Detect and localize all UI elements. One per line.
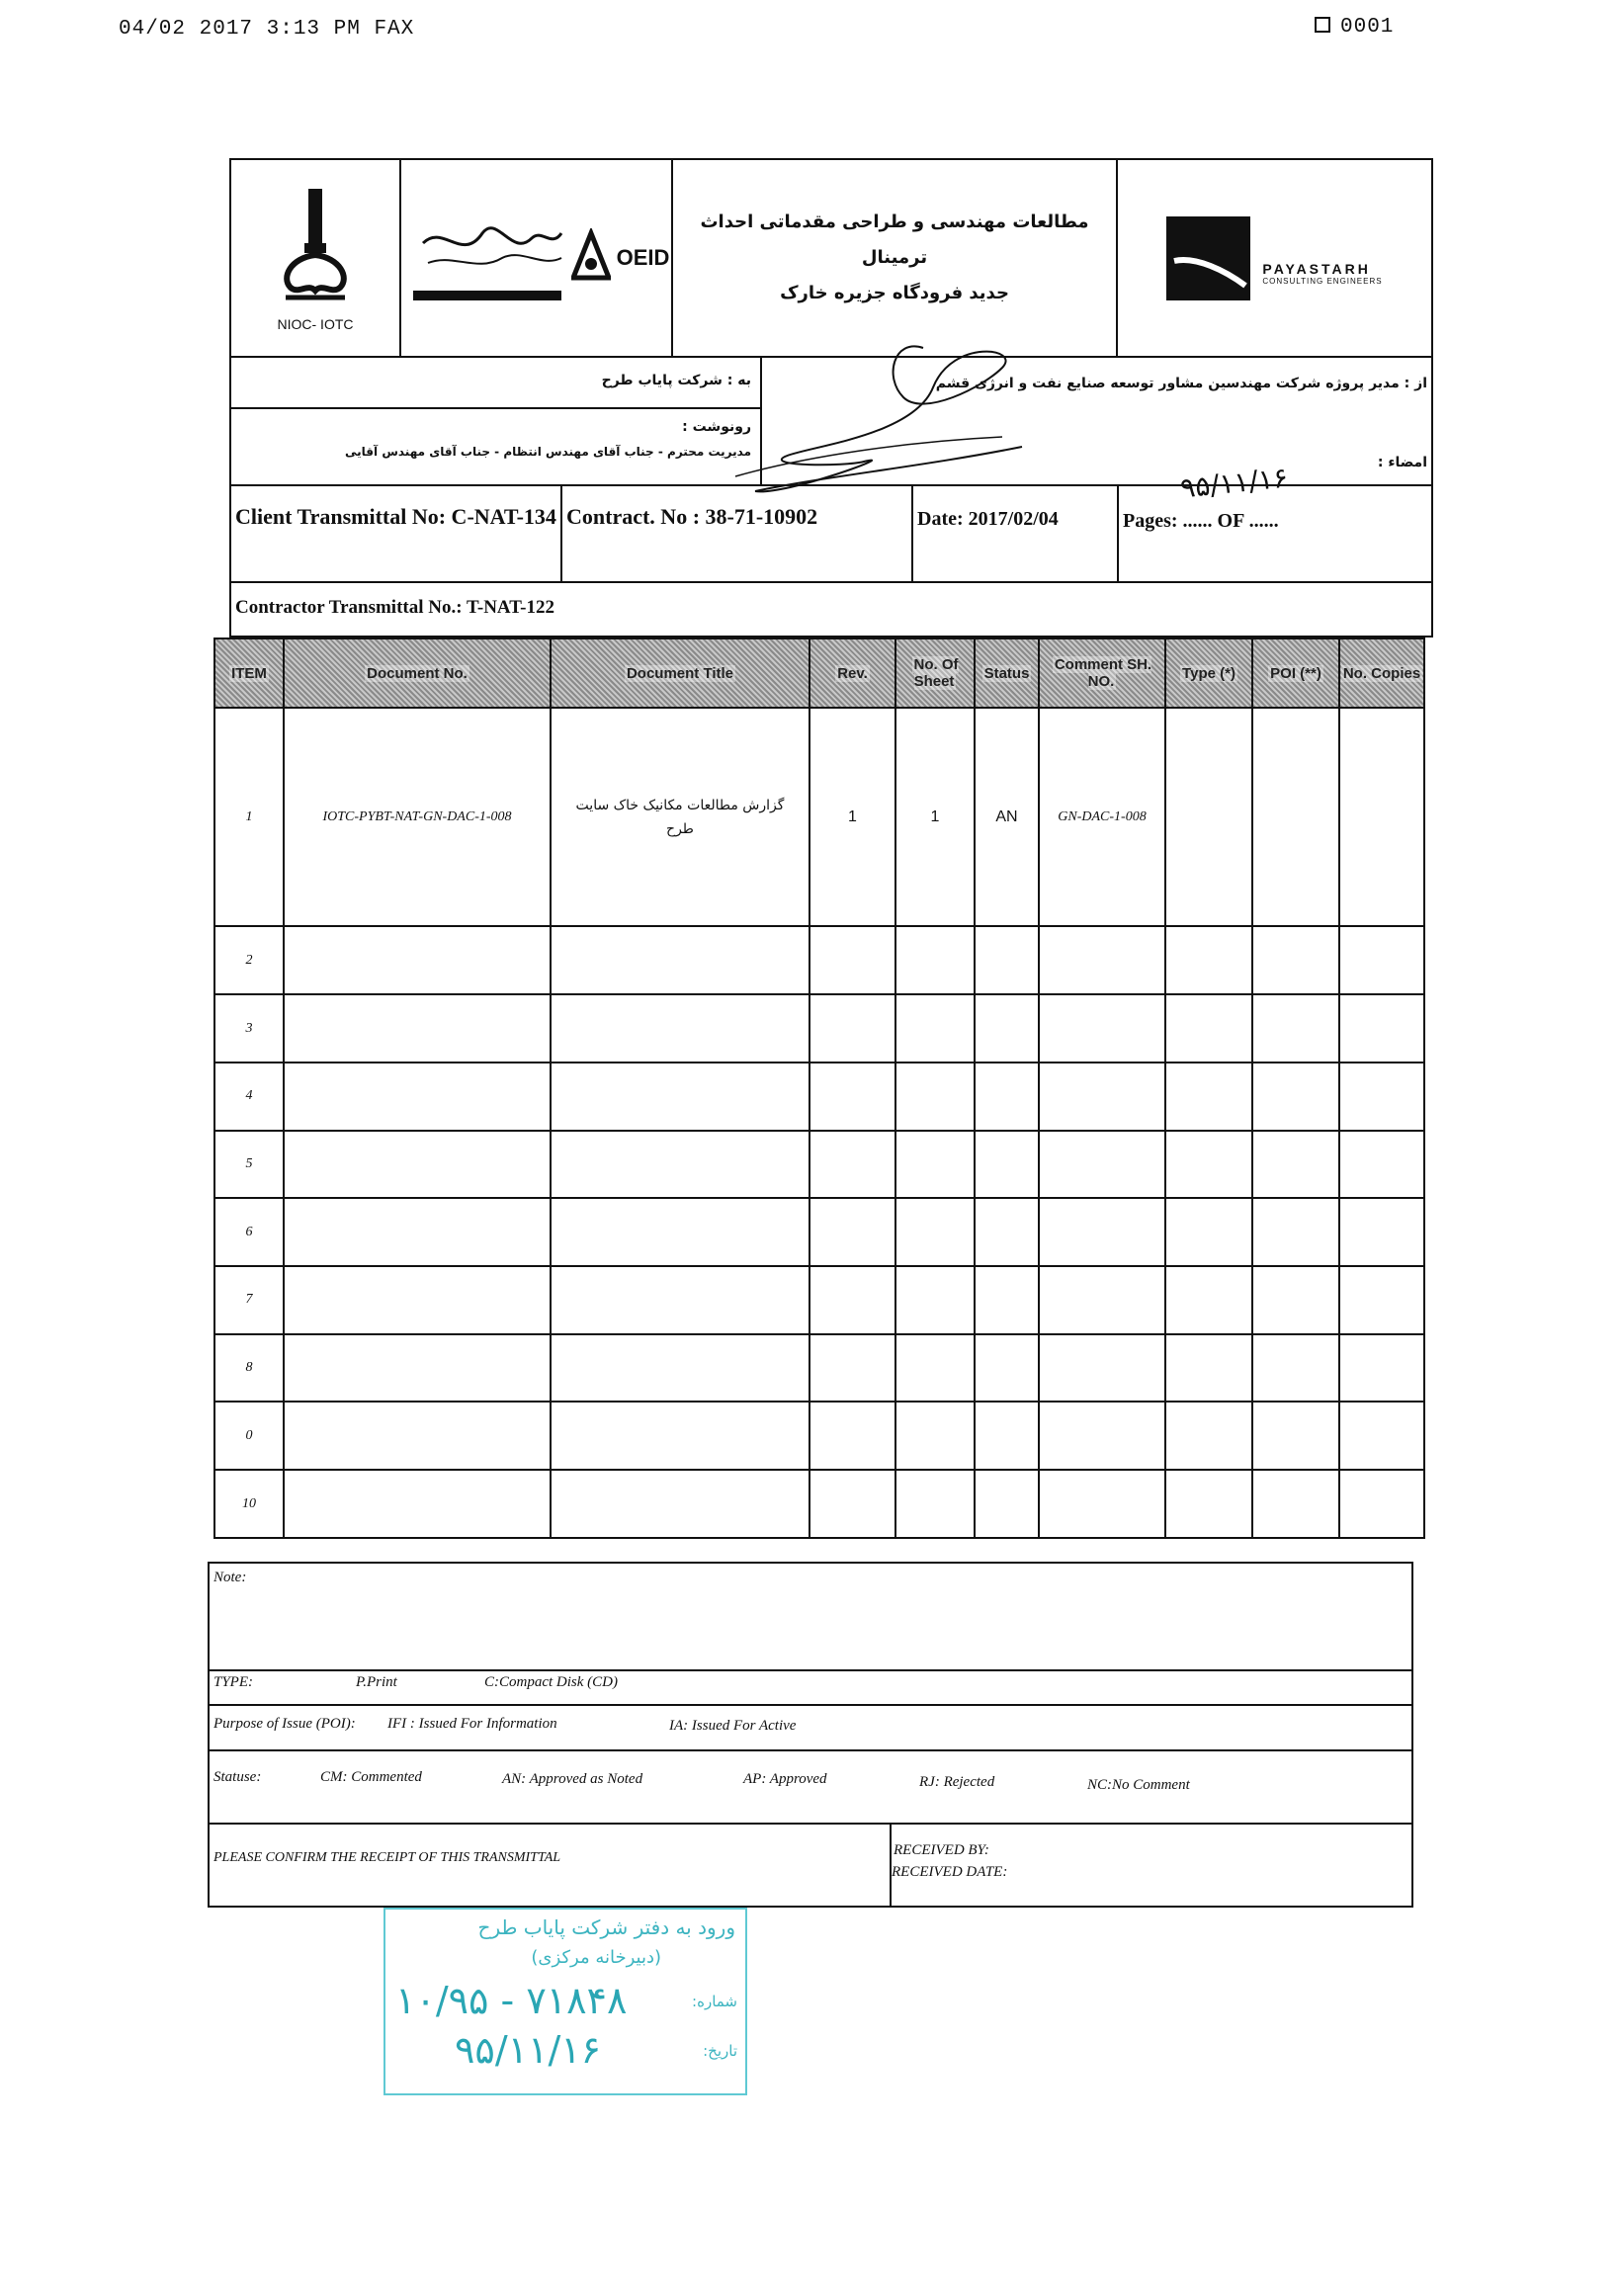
cell-status — [975, 1198, 1039, 1266]
cell-type — [1165, 926, 1252, 994]
cell-poi — [1252, 1334, 1339, 1403]
cell-status — [975, 1470, 1039, 1538]
cell-status — [975, 926, 1039, 994]
cell-document-title — [551, 1334, 810, 1403]
project-title-line1: مطالعات مهندسی و طراحی مقدماتی احداث ترمینال — [700, 212, 1089, 268]
cell-comment-sh — [1039, 926, 1165, 994]
col-no-copies: No. Copies — [1339, 638, 1424, 708]
cell-type — [1165, 994, 1252, 1063]
oeid-triangle-icon — [571, 228, 611, 288]
niog-label: NIOC- IOTC — [277, 316, 354, 332]
project-title-cell — [673, 160, 1118, 356]
status-ap: AP: Approved — [743, 1771, 827, 1787]
poi-label: Purpose of Issue (POI): — [213, 1716, 356, 1732]
payastarh-logo-icon — [1166, 216, 1250, 300]
type-cd: C:Compact Disk (CD) — [484, 1674, 618, 1690]
fax-page-counter — [1315, 16, 1394, 39]
cell-item: 3 — [214, 994, 284, 1063]
cell-sheets — [895, 1063, 975, 1131]
cell-poi — [1252, 994, 1339, 1063]
col-rev: Rev. — [810, 638, 895, 708]
cell-document-title — [551, 1198, 810, 1266]
cell-document-title: گزارش مطالعات مکانیک خاک سایت طرح — [551, 708, 810, 926]
oeid-company-script-icon — [403, 204, 571, 312]
cell-item: 6 — [214, 1198, 284, 1266]
cell-item: 2 — [214, 926, 284, 994]
confirm-receipt: PLEASE CONFIRM THE RECEIPT OF THIS TRANSMITTAL — [213, 1850, 561, 1865]
cell-copies — [1339, 1266, 1424, 1334]
cell-type — [1165, 1063, 1252, 1131]
form-header — [229, 158, 1433, 356]
project-title-line2: جدید فرودگاه جزیره خارک — [780, 283, 1009, 303]
client-transmittal-no: Client Transmittal No: C-NAT-134 — [231, 486, 562, 581]
payastarh-name: PAYASTARH — [1262, 260, 1371, 277]
cell-document-no — [284, 1334, 551, 1403]
contractor-transmittal-no: Contractor Transmittal No.: T-NAT-122 — [229, 583, 1433, 638]
col-comment-sh-no: Comment SH. NO. — [1039, 638, 1165, 708]
cell-copies — [1339, 994, 1424, 1063]
cell-poi — [1252, 926, 1339, 994]
fax-page-number: 0001 — [1340, 16, 1395, 39]
cell-comment-sh — [1039, 1266, 1165, 1334]
table-header-row — [214, 638, 1424, 708]
cell-comment-sh — [1039, 1334, 1165, 1403]
received-date: RECEIVED DATE: — [892, 1864, 1008, 1880]
cell-type — [1165, 1198, 1252, 1266]
cell-sheets: 1 — [895, 708, 975, 926]
col-status: Status — [975, 638, 1039, 708]
col-document-title: Document Title — [551, 638, 810, 708]
to-field: به : شرکت پایاب طرح — [601, 373, 751, 388]
table-row — [214, 1198, 1424, 1266]
cell-comment-sh — [1039, 994, 1165, 1063]
stamp-date-label: تاریخ: — [703, 2042, 737, 2060]
niog-logo-cell — [231, 160, 401, 356]
cell-rev — [810, 1334, 895, 1403]
document-table — [213, 638, 1425, 1539]
table-row — [214, 1131, 1424, 1199]
cell-sheets — [895, 926, 975, 994]
poi-ia: IA: Issued For Active — [669, 1718, 797, 1734]
cell-document-no — [284, 1198, 551, 1266]
cell-comment-sh — [1039, 1063, 1165, 1131]
status-label: Statuse: — [213, 1769, 262, 1785]
cell-document-no — [284, 1266, 551, 1334]
cell-status: AN — [975, 708, 1039, 926]
stamp-line1: ورود به دفتر شرکت پایاب طرح — [477, 1915, 735, 1939]
cell-rev: 1 — [810, 708, 895, 926]
table-row — [214, 1063, 1424, 1131]
cell-document-title — [551, 1063, 810, 1131]
cell-status — [975, 1334, 1039, 1403]
cell-type — [1165, 1334, 1252, 1403]
from-field: از : مدیر پروژه شرکت مهندسین مشاور توسعه صنایع نفت و انرژی قشم — [935, 376, 1427, 391]
signature-date: ۹۵/۱۱/۱۶ — [1178, 461, 1290, 505]
received-by: RECEIVED BY: — [894, 1842, 989, 1858]
cell-status — [975, 1402, 1039, 1470]
cell-comment-sh: GN-DAC-1-008 — [1039, 708, 1165, 926]
cell-type — [1165, 1402, 1252, 1470]
pages-count: Pages: ...... OF ...... — [1123, 510, 1279, 532]
cell-copies — [1339, 1063, 1424, 1131]
cell-comment-sh — [1039, 1470, 1165, 1538]
cell-status — [975, 1266, 1039, 1334]
payastarh-sub: CONSULTING ENGINEERS — [1262, 276, 1383, 286]
cell-poi — [1252, 1063, 1339, 1131]
cell-document-title — [551, 926, 810, 994]
cell-sheets — [895, 1334, 975, 1403]
table-row — [214, 1402, 1424, 1470]
stamp-number: ۱۰/۹۵ - ۷۱۸۴۸ — [395, 1979, 628, 2022]
cell-status — [975, 994, 1039, 1063]
cell-type — [1165, 1470, 1252, 1538]
cell-document-no — [284, 1131, 551, 1199]
cell-copies — [1339, 1334, 1424, 1403]
table-row — [214, 708, 1424, 926]
col-item: ITEM — [214, 638, 284, 708]
cell-copies — [1339, 1131, 1424, 1199]
signature-label: امضاء : — [1377, 455, 1427, 470]
cell-item: 7 — [214, 1266, 284, 1334]
col-no-of-sheet: No. Of Sheet — [895, 638, 975, 708]
fax-timestamp: 04/02 2017 3:13 PM FAX — [119, 18, 415, 41]
stamp-number-label: شماره: — [692, 1993, 737, 2010]
col-poi: POI (**) — [1252, 638, 1339, 708]
checkbox-icon — [1315, 17, 1330, 33]
cell-copies — [1339, 1470, 1424, 1538]
address-block — [229, 356, 1433, 505]
cell-rev — [810, 1063, 895, 1131]
table-row — [214, 994, 1424, 1063]
cell-rev — [810, 994, 895, 1063]
cc-field: مدیریت محترم - جناب آقای مهندس انتظام - جناب آقای مهندس آقایی — [345, 445, 751, 459]
cell-sheets — [895, 1470, 975, 1538]
cell-item: 1 — [214, 708, 284, 926]
cell-document-no: IOTC-PYBT-NAT-GN-DAC-1-008 — [284, 708, 551, 926]
contract-no: Contract. No : 38-71-10902 — [562, 486, 913, 581]
cell-comment-sh — [1039, 1198, 1165, 1266]
cell-poi — [1252, 708, 1339, 926]
poi-ifi: IFI : Issued For Information — [387, 1716, 557, 1732]
cell-status — [975, 1131, 1039, 1199]
type-label: TYPE: — [213, 1674, 254, 1690]
cell-item: 10 — [214, 1470, 284, 1538]
table-row — [214, 1266, 1424, 1334]
cell-sheets — [895, 1402, 975, 1470]
table-row — [214, 1470, 1424, 1538]
cell-document-title — [551, 1402, 810, 1470]
cc-label: رونوشت : — [682, 419, 751, 435]
cell-sheets — [895, 1131, 975, 1199]
cell-sheets — [895, 1198, 975, 1266]
status-cm: CM: Commented — [320, 1769, 422, 1785]
cell-status — [975, 1063, 1039, 1131]
cell-document-title — [551, 1131, 810, 1199]
cell-rev — [810, 926, 895, 994]
cell-rev — [810, 1198, 895, 1266]
cell-item: 0 — [214, 1402, 284, 1470]
cell-rev — [810, 1470, 895, 1538]
cell-copies — [1339, 1402, 1424, 1470]
cell-item: 5 — [214, 1131, 284, 1199]
col-document-no: Document No. — [284, 638, 551, 708]
note-label: Note: — [213, 1570, 247, 1585]
stamp-date: ۹۵/۱۱/۱۶ — [455, 2028, 602, 2072]
cell-type — [1165, 708, 1252, 926]
cell-document-no — [284, 926, 551, 994]
cell-comment-sh — [1039, 1402, 1165, 1470]
cell-poi — [1252, 1131, 1339, 1199]
cell-document-title — [551, 1470, 810, 1538]
table-row — [214, 926, 1424, 994]
cell-document-no — [284, 1063, 551, 1131]
col-type: Type (*) — [1165, 638, 1252, 708]
status-an: AN: Approved as Noted — [502, 1771, 643, 1787]
cell-item: 8 — [214, 1334, 284, 1403]
payastarh-logo-cell — [1118, 160, 1431, 356]
transmittal-form — [208, 158, 1433, 1898]
cell-poi — [1252, 1266, 1339, 1334]
transmittal-date: Date: 2017/02/04 — [913, 486, 1119, 581]
oeid-logo-cell — [401, 160, 673, 356]
refinery-tower-icon — [271, 184, 360, 312]
cell-sheets — [895, 1266, 975, 1334]
cell-rev — [810, 1131, 895, 1199]
cell-sheets — [895, 994, 975, 1063]
status-nc: NC:No Comment — [1087, 1777, 1190, 1793]
receipt-stamp — [383, 1908, 747, 2095]
type-print: P.Print — [356, 1674, 397, 1690]
cell-rev — [810, 1266, 895, 1334]
cell-document-title — [551, 1266, 810, 1334]
cell-poi — [1252, 1470, 1339, 1538]
cell-document-no — [284, 1402, 551, 1470]
cell-type — [1165, 1131, 1252, 1199]
oeid-label: OEID — [616, 245, 670, 270]
transmittal-numbers — [229, 484, 1433, 583]
cell-copies — [1339, 926, 1424, 994]
cell-copies — [1339, 708, 1424, 926]
status-rj: RJ: Rejected — [919, 1774, 995, 1790]
cell-document-title — [551, 994, 810, 1063]
cell-poi — [1252, 1402, 1339, 1470]
cell-rev — [810, 1402, 895, 1470]
cell-document-no — [284, 1470, 551, 1538]
cell-poi — [1252, 1198, 1339, 1266]
cell-type — [1165, 1266, 1252, 1334]
legend-block — [208, 1562, 1413, 1908]
cell-copies — [1339, 1198, 1424, 1266]
cell-item: 4 — [214, 1063, 284, 1131]
cell-comment-sh — [1039, 1131, 1165, 1199]
cell-document-no — [284, 994, 551, 1063]
table-row — [214, 1334, 1424, 1403]
stamp-line2: (دبیرخانه مرکزی) — [531, 1947, 661, 1968]
